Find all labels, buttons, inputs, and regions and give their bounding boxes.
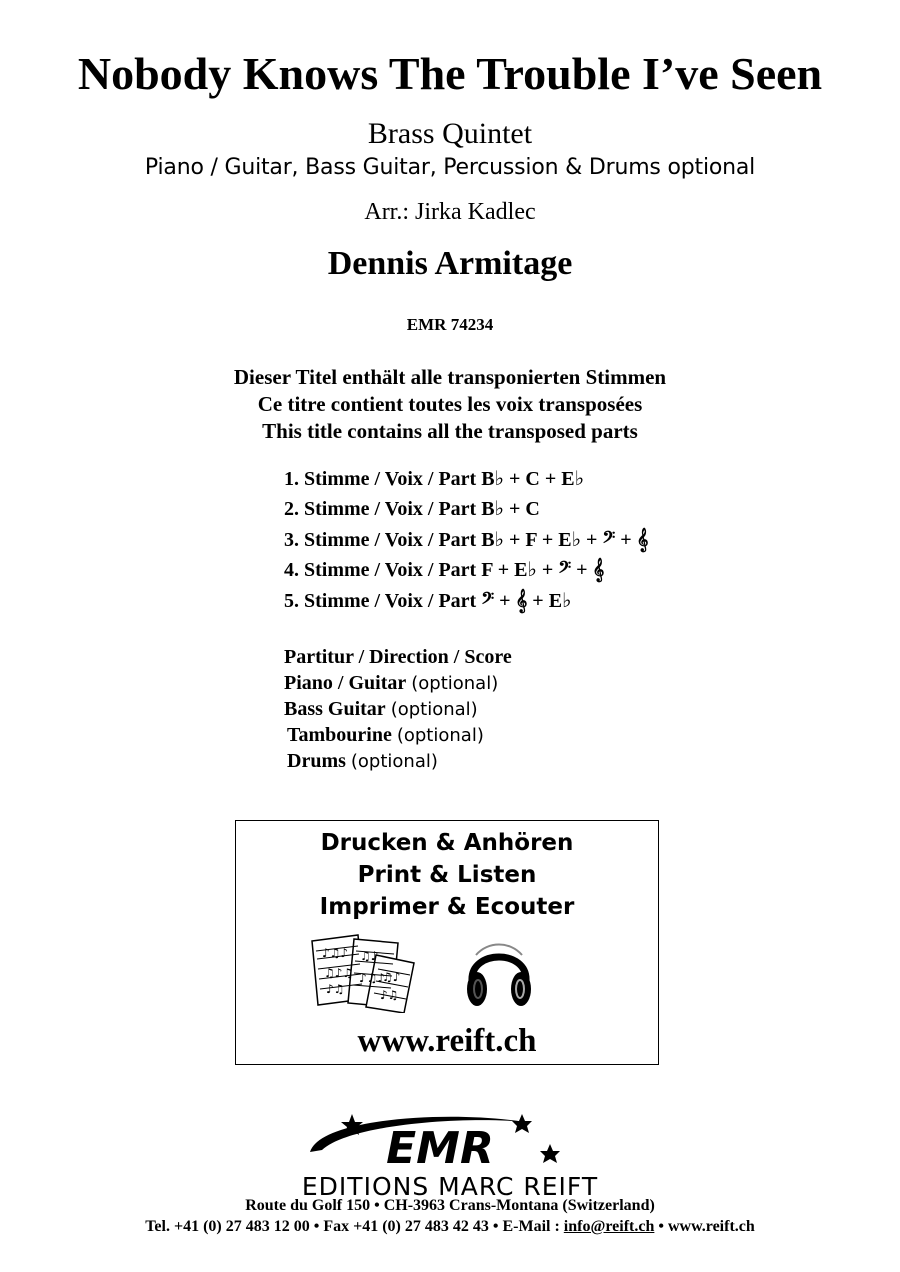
extra-item: Bass Guitar (optional) [284,698,478,720]
transposed-line-en: This title contains all the transposed parts [262,419,638,443]
part-keys: 𝄢 + 𝄞 + E♭ [481,589,572,612]
part-row: 1. Stimme / Voix / Part B♭ + C + E♭ [284,468,585,490]
svg-text:EMR: EMR [386,1123,494,1174]
svg-text:♪♫: ♪♫ [326,982,345,996]
composer: Dennis Armitage [327,245,573,282]
publisher-name: EDITIONS MARC REIFT [301,1172,599,1201]
website-link[interactable]: www.reift.ch [357,1023,537,1059]
part-row: 2. Stimme / Voix / Part B♭ + C [284,498,540,521]
transposed-line-fr: Ce titre contient toutes les voix transposées [257,392,643,416]
part-keys: B♭ + C + E♭ [481,468,585,490]
catalog-code: EMR 74234 [406,315,494,334]
svg-text:♫♪♫: ♫♪♫ [324,966,354,980]
headphones-icon [464,933,534,1011]
svg-text:♫♪: ♫♪ [360,949,379,963]
part-keys: F + E♭ + 𝄢 + 𝄞 [481,559,605,582]
extra-item: Piano / Guitar (optional) [284,672,499,694]
part-keys: B♭ + C [481,498,540,521]
extra-item: Tambourine (optional) [287,724,484,746]
print-listen-box [235,820,659,1065]
piece-title: Nobody Knows The Trouble I’ve Seen [77,48,823,99]
svg-text:♪♫♪: ♪♫♪ [322,946,349,960]
publisher-contact: Tel. +41 (0) 27 483 12 00 • Fax +41 (0) 27 483 42 43 • E-Mail : info@reift.ch • www.reift.ch [145,1218,755,1235]
parts-list [284,464,649,616]
ensemble-subtitle: Brass Quintet [367,117,533,150]
arranger: Arr.: Jirka Kadlec [364,199,536,225]
part-row: 5. Stimme / Voix / Part 𝄢 + 𝄞 + E♭ [284,589,572,612]
part-row: 3. Stimme / Voix / Part B♭ + F + E♭ + 𝄢 + 𝄞 [284,528,649,551]
email-link[interactable]: info@reift.ch [563,1218,655,1235]
extras-list [284,644,512,774]
extra-item: Partitur / Direction / Score [284,646,512,668]
publisher-address: Route du Golf 150 • CH-3963 Crans-Montana (Switzerland) [245,1197,655,1214]
part-keys: B♭ + F + E♭ + 𝄢 + 𝄞 [481,528,649,551]
print-listen-de: Drucken & Anhören [320,830,574,856]
instrumentation-note: Piano / Guitar, Bass Guitar, Percussion & Drums optional [144,155,756,180]
svg-text:♪♫: ♪♫ [380,988,399,1002]
svg-text:♫♪: ♫♪ [382,970,401,984]
transposed-notice [0,364,900,445]
print-listen-fr: Imprimer & Ecouter [319,894,575,920]
svg-text:♪♫♪: ♪♫♪ [359,971,386,985]
emr-logo [300,1108,600,1178]
sheet-music-icon [306,933,416,1013]
transposed-line-de: Dieser Titel enthält alle transponierten Stimmen [233,365,667,389]
print-listen-en: Print & Listen [357,862,537,888]
part-row: 4. Stimme / Voix / Part F + E♭ + 𝄢 + 𝄞 [284,559,605,582]
extra-item: Drums (optional) [287,750,438,772]
